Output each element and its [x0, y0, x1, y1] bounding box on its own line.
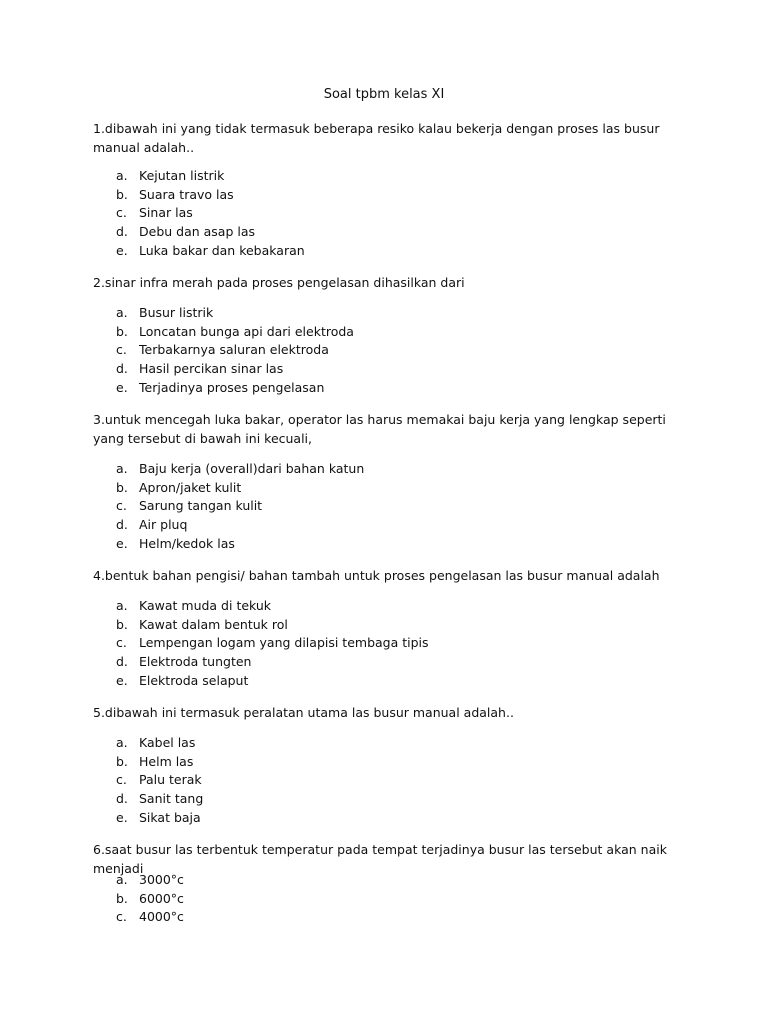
- option-letter: c.: [116, 342, 127, 358]
- option-list-1: [116, 167, 676, 260]
- option-letter: e.: [116, 535, 128, 551]
- option-item: [116, 304, 676, 323]
- option-text: Sikat baja: [139, 809, 201, 825]
- option-item: [116, 653, 676, 672]
- option-text: Air pluq: [139, 517, 188, 533]
- option-letter: d.: [116, 791, 128, 807]
- question-1: [93, 119, 683, 157]
- option-item: [116, 871, 676, 890]
- option-text: Lempengan logam yang dilapisi tembaga tipis: [139, 635, 429, 651]
- option-item: [116, 379, 676, 398]
- question-2: [93, 273, 683, 292]
- option-text: Helm/kedok las: [139, 535, 235, 551]
- option-text: Sinar las: [139, 205, 193, 221]
- option-item: [116, 809, 676, 828]
- option-list-5: [116, 734, 676, 827]
- option-letter: d.: [116, 654, 128, 670]
- question-text: 2.sinar infra merah pada proses pengelasan dihasilkan dari: [93, 275, 465, 290]
- option-text: Apron/jaket kulit: [139, 479, 242, 495]
- option-text: Kejutan listrik: [139, 168, 225, 183]
- option-item: [116, 186, 676, 205]
- option-letter: a.: [116, 598, 128, 613]
- question-text: 4.bentuk bahan pengisi/ bahan tambah untuk proses pengelasan las busur manual adalah: [93, 568, 660, 583]
- option-text: Kawat muda di tekuk: [139, 598, 272, 613]
- option-text: Debu dan asap las: [139, 224, 256, 240]
- option-item: [116, 616, 676, 635]
- option-text: Sanit tang: [139, 791, 204, 807]
- option-text: 4000°c: [139, 909, 184, 925]
- option-letter: e.: [116, 379, 128, 395]
- option-list-6: [116, 871, 676, 927]
- option-item: [116, 323, 676, 342]
- option-letter: b.: [116, 186, 128, 202]
- option-text: Kawat dalam bentuk rol: [139, 616, 288, 632]
- question-text: 5.dibawah ini termasuk peralatan utama las busur manual adalah..: [93, 705, 514, 720]
- option-letter: b.: [116, 616, 128, 632]
- page-title: Soal tpbm kelas XI: [323, 87, 445, 102]
- question-text: 3.untuk mencegah luka bakar, operator las harus memakai baju kerja yang lengkap seperti yang tersebut di bawah ini kecuali,: [93, 412, 666, 446]
- option-letter: e.: [116, 809, 128, 825]
- option-letter: c.: [116, 498, 127, 514]
- option-letter: d.: [116, 517, 128, 533]
- question-4: [93, 566, 683, 585]
- option-item: [116, 535, 676, 554]
- option-list-3: [116, 460, 676, 553]
- option-letter: b.: [116, 753, 128, 769]
- option-item: [116, 734, 676, 753]
- option-text: Elektroda tungten: [139, 654, 252, 670]
- option-letter: a.: [116, 305, 128, 320]
- option-item: [116, 460, 676, 479]
- option-letter: a.: [116, 735, 128, 750]
- option-text: Loncatan bunga api dari elektroda: [139, 323, 354, 339]
- option-letter: c.: [116, 772, 127, 788]
- option-text: Terjadinya proses pengelasan: [139, 379, 325, 395]
- option-item: [116, 167, 676, 186]
- option-letter: e.: [116, 242, 128, 258]
- option-letter: d.: [116, 224, 128, 240]
- option-text: Kabel las: [139, 735, 196, 750]
- option-item: [116, 223, 676, 242]
- option-text: Busur listrik: [139, 305, 214, 320]
- option-letter: d.: [116, 361, 128, 377]
- option-letter: a.: [116, 168, 128, 183]
- option-text: 3000°c: [139, 872, 184, 887]
- option-item: [116, 672, 676, 691]
- option-letter: c.: [116, 635, 127, 651]
- option-text: Hasil percikan sinar las: [139, 361, 284, 377]
- option-text: Elektroda selaput: [139, 672, 249, 688]
- question-text: 6.saat busur las terbentuk temperatur pada tempat terjadinya busur las tersebut akan naik menjadi: [93, 842, 667, 876]
- option-list-4: [116, 597, 676, 690]
- option-letter: b.: [116, 323, 128, 339]
- option-text: Helm las: [139, 753, 194, 769]
- option-item: [116, 204, 676, 223]
- option-list-2: [116, 304, 676, 397]
- option-letter: c.: [116, 909, 127, 925]
- option-text: 6000°c: [139, 890, 184, 906]
- option-letter: b.: [116, 890, 128, 906]
- option-item: [116, 516, 676, 535]
- option-item: [116, 597, 676, 616]
- option-letter: c.: [116, 205, 127, 221]
- question-5: [93, 703, 683, 722]
- option-letter: a.: [116, 872, 128, 887]
- option-letter: a.: [116, 461, 128, 476]
- option-text: Luka bakar dan kebakaran: [139, 242, 305, 258]
- option-letter: e.: [116, 672, 128, 688]
- option-item: [116, 890, 676, 909]
- option-item: [116, 771, 676, 790]
- option-item: [116, 790, 676, 809]
- option-letter: b.: [116, 479, 128, 495]
- option-item: [116, 242, 676, 261]
- option-text: Sarung tangan kulit: [139, 498, 263, 514]
- option-item: [116, 753, 676, 772]
- question-text: 1.dibawah ini yang tidak termasuk beberapa resiko kalau bekerja dengan proses las busur manual adalah..: [93, 121, 660, 155]
- question-3: [93, 410, 683, 448]
- option-item: [116, 479, 676, 498]
- option-text: Terbakarnya saluran elektroda: [139, 342, 329, 358]
- option-item: [116, 908, 676, 927]
- option-text: Palu terak: [139, 772, 202, 788]
- option-item: [116, 360, 676, 379]
- option-item: [116, 634, 676, 653]
- option-text: Suara travo las: [139, 186, 234, 202]
- option-text: Baju kerja (overall)dari bahan katun: [139, 461, 365, 476]
- option-item: [116, 497, 676, 516]
- option-item: [116, 341, 676, 360]
